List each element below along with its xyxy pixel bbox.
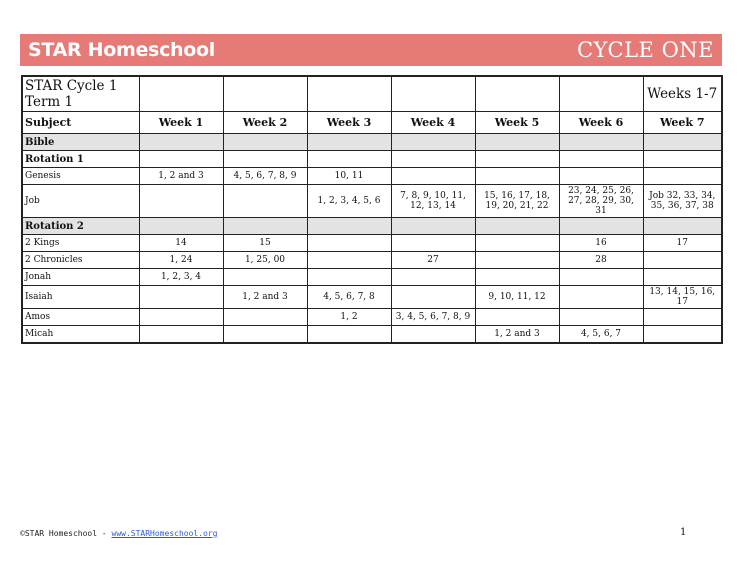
week-cell <box>643 269 722 286</box>
week-cell: 14 <box>139 235 223 252</box>
week-cell: 1, 25, 00 <box>223 252 307 269</box>
week-cell <box>475 235 559 252</box>
week-cell: 1, 2 and 3 <box>223 286 307 309</box>
week-cell <box>643 326 722 343</box>
week-cell <box>475 218 559 235</box>
table-title: STAR Cycle 1 Term 1 <box>22 76 139 112</box>
subject-cell: Job <box>22 185 139 218</box>
table-row <box>22 309 722 326</box>
week-cell <box>643 151 722 168</box>
week-cell: 1, 2 <box>307 309 391 326</box>
table-row <box>22 134 722 151</box>
subject-cell: Rotation 2 <box>22 218 139 235</box>
footer <box>20 529 217 538</box>
week-cell <box>307 134 391 151</box>
week-cell <box>475 309 559 326</box>
header-subject: Subject <box>22 112 139 134</box>
footer-copyright: ©STAR Homeschool - <box>20 529 112 538</box>
week-cell <box>475 168 559 185</box>
week-cell <box>559 218 643 235</box>
header-week-1: Week 1 <box>139 112 223 134</box>
week-cell: 10, 11 <box>307 168 391 185</box>
week-cell <box>475 151 559 168</box>
week-cell <box>223 269 307 286</box>
week-cell: 27 <box>391 252 475 269</box>
empty-cell <box>223 76 307 112</box>
week-cell <box>391 134 475 151</box>
table-row <box>22 151 722 168</box>
brand-title: STAR Homeschool <box>28 39 215 61</box>
week-cell: 4, 5, 6, 7 <box>559 326 643 343</box>
table-row <box>22 235 722 252</box>
week-cell <box>223 134 307 151</box>
week-cell <box>139 286 223 309</box>
subject-cell: Amos <box>22 309 139 326</box>
week-cell <box>559 309 643 326</box>
subject-cell: Bible <box>22 134 139 151</box>
table-row <box>22 252 722 269</box>
table-row <box>22 168 722 185</box>
weeks-range: Weeks 1-7 <box>643 76 722 112</box>
week-cell <box>391 269 475 286</box>
week-cell <box>307 218 391 235</box>
header-row <box>22 112 722 134</box>
week-cell: 16 <box>559 235 643 252</box>
table-row <box>22 185 722 218</box>
week-cell <box>307 252 391 269</box>
cycle-title: CYCLE ONE <box>576 38 714 62</box>
week-cell <box>223 309 307 326</box>
week-cell: 23, 24, 25, 26, 27, 28, 29, 30, 31 <box>559 185 643 218</box>
week-cell <box>307 235 391 252</box>
empty-cell <box>391 76 475 112</box>
table-title-row <box>22 76 722 112</box>
header-banner <box>20 34 722 66</box>
week-cell: 9, 10, 11, 12 <box>475 286 559 309</box>
week-cell <box>643 309 722 326</box>
week-cell: 1, 2 and 3 <box>475 326 559 343</box>
week-cell: 1, 24 <box>139 252 223 269</box>
week-cell <box>307 269 391 286</box>
week-cell <box>223 185 307 218</box>
header-week-7: Week 7 <box>643 112 722 134</box>
week-cell <box>643 168 722 185</box>
week-cell: 28 <box>559 252 643 269</box>
week-cell <box>391 168 475 185</box>
week-cell: 15 <box>223 235 307 252</box>
subject-cell: Isaiah <box>22 286 139 309</box>
week-cell <box>391 218 475 235</box>
week-cell <box>139 218 223 235</box>
week-cell: 3, 4, 5, 6, 7, 8, 9 <box>391 309 475 326</box>
subject-cell: Genesis <box>22 168 139 185</box>
subject-cell: Jonah <box>22 269 139 286</box>
table-row <box>22 218 722 235</box>
header-week-2: Week 2 <box>223 112 307 134</box>
week-cell: 13, 14, 15, 16, 17 <box>643 286 722 309</box>
empty-cell <box>475 76 559 112</box>
week-cell <box>559 151 643 168</box>
header-week-3: Week 3 <box>307 112 391 134</box>
subject-cell: 2 Kings <box>22 235 139 252</box>
week-cell: 4, 5, 6, 7, 8, 9 <box>223 168 307 185</box>
week-cell <box>559 168 643 185</box>
week-cell: 1, 2 and 3 <box>139 168 223 185</box>
week-cell: 4, 5, 6, 7, 8 <box>307 286 391 309</box>
week-cell <box>643 252 722 269</box>
empty-cell <box>139 76 223 112</box>
table-row <box>22 326 722 343</box>
week-cell: 1, 2, 3, 4, 5, 6 <box>307 185 391 218</box>
week-cell <box>223 218 307 235</box>
week-cell <box>475 269 559 286</box>
week-cell <box>559 134 643 151</box>
week-cell: 7, 8, 9, 10, 11, 12, 13, 14 <box>391 185 475 218</box>
page-number: 1 <box>680 527 687 538</box>
week-cell <box>139 309 223 326</box>
week-cell <box>139 151 223 168</box>
week-cell: 15, 16, 17, 18, 19, 20, 21, 22 <box>475 185 559 218</box>
week-cell <box>139 134 223 151</box>
schedule-table <box>21 75 723 344</box>
week-cell <box>643 134 722 151</box>
week-cell <box>307 326 391 343</box>
week-cell <box>475 134 559 151</box>
week-cell <box>223 326 307 343</box>
week-cell <box>391 235 475 252</box>
week-cell <box>391 326 475 343</box>
table-row <box>22 286 722 309</box>
week-cell <box>475 252 559 269</box>
week-cell <box>391 286 475 309</box>
subject-cell: 2 Chronicles <box>22 252 139 269</box>
week-cell <box>223 151 307 168</box>
subject-cell: Micah <box>22 326 139 343</box>
subject-cell: Rotation 1 <box>22 151 139 168</box>
week-cell <box>139 326 223 343</box>
week-cell <box>643 218 722 235</box>
week-cell: Job 32, 33, 34, 35, 36, 37, 38 <box>643 185 722 218</box>
header-week-6: Week 6 <box>559 112 643 134</box>
week-cell: 1, 2, 3, 4 <box>139 269 223 286</box>
header-week-5: Week 5 <box>475 112 559 134</box>
week-cell <box>307 151 391 168</box>
footer-link[interactable]: www.STARHomeschool.org <box>111 529 218 538</box>
header-week-4: Week 4 <box>391 112 475 134</box>
week-cell <box>139 185 223 218</box>
week-cell <box>559 269 643 286</box>
week-cell <box>559 286 643 309</box>
week-cell <box>391 151 475 168</box>
empty-cell <box>307 76 391 112</box>
table-row <box>22 269 722 286</box>
week-cell: 17 <box>643 235 722 252</box>
empty-cell <box>559 76 643 112</box>
